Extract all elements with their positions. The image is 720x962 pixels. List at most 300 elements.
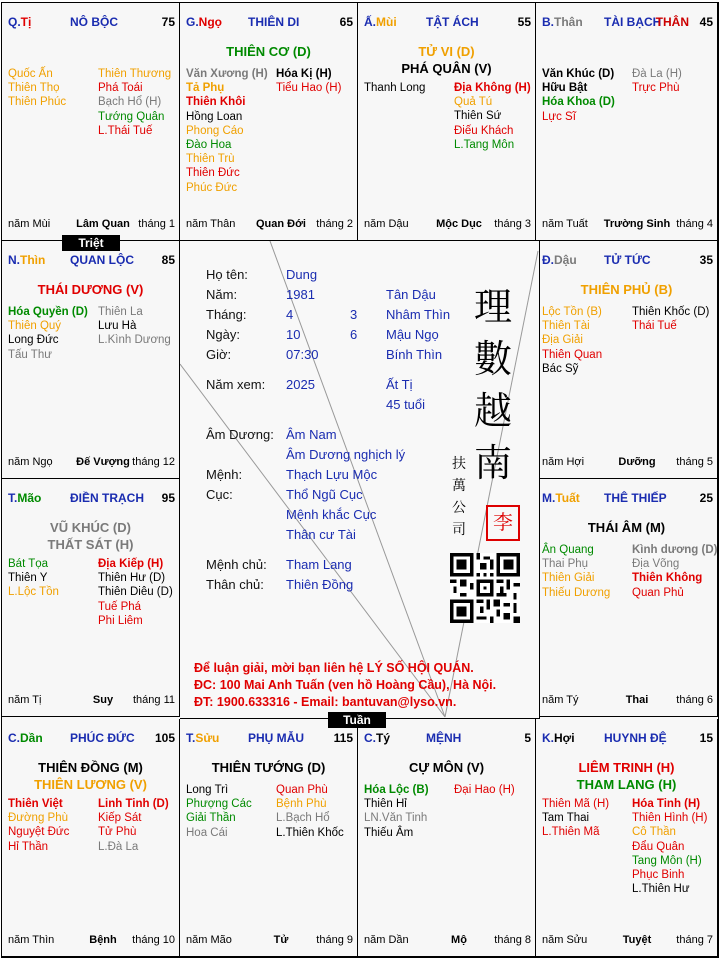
palace-stem: K.Hợi bbox=[542, 731, 575, 745]
major-stars bbox=[358, 759, 535, 776]
minor-star: Hồng Loan bbox=[186, 110, 243, 123]
palace-number: 25 bbox=[699, 491, 713, 505]
major-stars bbox=[180, 759, 357, 776]
palace-year: năm Mão bbox=[186, 934, 232, 946]
minor-star: Kình dương (D) bbox=[632, 544, 718, 556]
palace-name: HUYNH ĐỆ bbox=[604, 731, 667, 745]
palace-footer bbox=[542, 456, 713, 470]
minor-star: Hóa Khoa (D) bbox=[542, 96, 615, 109]
palace-name: THÊ THIẾP bbox=[604, 491, 667, 505]
minor-star: Long Trì bbox=[186, 784, 229, 796]
minor-star: Tiểu Hao (H) bbox=[276, 82, 342, 95]
minor-star: L.Lộc Tồn bbox=[8, 586, 59, 599]
palace-phase: Suy bbox=[92, 694, 114, 706]
palace-header bbox=[364, 731, 531, 747]
major-star: THIÊN PHỦ (B) bbox=[580, 282, 673, 297]
major-stars bbox=[2, 519, 179, 553]
palace-phase: Quan Đới bbox=[256, 218, 306, 230]
palace-month: tháng 1 bbox=[138, 218, 175, 230]
minor-star: Thiên Giải bbox=[542, 572, 595, 585]
hour-can: Bính Thìn bbox=[386, 347, 443, 362]
minor-stars-left bbox=[542, 305, 602, 376]
palace-name: THIÊN DI bbox=[248, 15, 300, 29]
minor-star: Thiên Việt bbox=[8, 798, 63, 810]
palace-header bbox=[8, 15, 175, 31]
palace-header bbox=[186, 15, 353, 31]
minor-stars-left bbox=[186, 783, 252, 840]
palace-phase: Bệnh bbox=[89, 934, 117, 946]
minor-star: Phong Cáo bbox=[186, 124, 244, 137]
minor-star: Thiên Diêu (D) bbox=[98, 586, 173, 599]
palace-number: 75 bbox=[161, 15, 175, 29]
minor-star: Đại Hao (H) bbox=[454, 784, 515, 796]
minor-star: Hỉ Thần bbox=[8, 840, 49, 853]
minor-star: Thiếu Dương bbox=[542, 586, 611, 599]
month-value: 4 bbox=[286, 307, 294, 322]
minor-star: L.Đà La bbox=[98, 840, 139, 853]
palace-branch: Tị bbox=[20, 15, 32, 29]
minor-star: Lưu Hà bbox=[98, 320, 137, 333]
minor-star: Linh Tinh (D) bbox=[98, 798, 169, 810]
palace-footer bbox=[542, 218, 713, 232]
minor-star: Cô Thần bbox=[632, 826, 676, 839]
palace-month: tháng 8 bbox=[494, 934, 531, 946]
contact-line-1: Để luận giải, mời bạn liên hệ LÝ SỐ HỘI QUÁN. bbox=[194, 661, 474, 675]
cuc-note: Mệnh khắc Cục bbox=[286, 507, 377, 522]
palace-phase: Thai bbox=[625, 694, 649, 706]
minor-star: Thiên Hình (H) bbox=[632, 812, 708, 825]
minor-stars-left bbox=[8, 305, 88, 362]
minor-star: Tang Môn (H) bbox=[632, 854, 702, 867]
horoscope-chart bbox=[1, 2, 719, 958]
palace-name: ĐIỀN TRẠCH bbox=[70, 491, 144, 505]
palace-number: 115 bbox=[333, 731, 353, 745]
minor-star: Thiên Mã (H) bbox=[542, 798, 610, 810]
palace-name: TẬT ÁCH bbox=[426, 15, 479, 29]
palace-phase: Lâm Quan bbox=[76, 218, 130, 230]
minor-star: Hóa Kị (H) bbox=[276, 68, 332, 80]
day-label: Ngày: bbox=[206, 327, 240, 342]
minor-star: L.Kình Dương bbox=[98, 334, 171, 347]
palace-footer bbox=[8, 218, 175, 232]
palace-name: PHỤ MẪU bbox=[248, 731, 304, 745]
palace-year: năm Thân bbox=[186, 218, 236, 230]
minor-star: Trực Phù bbox=[632, 82, 680, 95]
than-marker: THÂN bbox=[655, 15, 689, 29]
palace-branch: Thân bbox=[554, 15, 583, 29]
palace-name: TỬ TỨC bbox=[604, 253, 651, 267]
palace-month: tháng 5 bbox=[676, 456, 713, 468]
minor-stars-left bbox=[186, 67, 268, 195]
minor-star: Thiên Trù bbox=[186, 153, 235, 166]
major-stars bbox=[536, 519, 717, 536]
minor-star: Thiên Phúc bbox=[8, 96, 67, 109]
calligraphy-char: 越 bbox=[473, 389, 512, 433]
minor-star: Bác Sỹ bbox=[542, 362, 579, 375]
palace-stem: C.Tý bbox=[364, 731, 391, 745]
minor-stars-right bbox=[276, 783, 344, 840]
month-label: Tháng: bbox=[206, 307, 247, 322]
minor-star: Thiên Hư (D) bbox=[98, 572, 166, 585]
amduong-value: Âm Nam bbox=[286, 427, 337, 442]
minor-stars-right bbox=[454, 783, 515, 797]
amduong-label: Âm Dương: bbox=[206, 427, 274, 442]
calligraphy-side-char: 公 bbox=[452, 500, 466, 516]
major-stars bbox=[536, 759, 717, 793]
palace-tuat[interactable] bbox=[536, 479, 718, 717]
minor-stars-left bbox=[8, 67, 66, 110]
palace-number: 35 bbox=[699, 253, 713, 267]
minor-star: Quả Tú bbox=[454, 96, 493, 109]
major-star: THIÊN CƠ (D) bbox=[226, 44, 311, 59]
palace-footer bbox=[542, 934, 713, 948]
palace-name: MỆNH bbox=[426, 731, 462, 745]
minor-stars-left bbox=[542, 543, 610, 600]
minor-stars-right bbox=[632, 67, 682, 95]
minor-stars-right bbox=[276, 67, 341, 95]
palace-year: năm Dậu bbox=[364, 218, 409, 230]
minor-star: Thiên Đức bbox=[186, 167, 240, 180]
palace-phase: Tuyệt bbox=[622, 934, 652, 946]
minor-star: Địa Võng bbox=[632, 558, 680, 571]
minor-star: Long Đức bbox=[8, 334, 59, 347]
viewyear-value: 2025 bbox=[286, 377, 315, 392]
palace-header bbox=[542, 253, 713, 269]
minor-star: Thiên Thọ bbox=[8, 82, 60, 95]
minor-star: Quan Phủ bbox=[632, 586, 684, 599]
palace-phase: Dưỡng bbox=[618, 456, 656, 468]
palace-header bbox=[542, 731, 713, 747]
year-label: Năm: bbox=[206, 287, 238, 302]
calligraphy-side-char: 扶 bbox=[452, 456, 466, 472]
minor-star: Hóa Tinh (H) bbox=[632, 798, 701, 810]
palace-ngo[interactable] bbox=[180, 3, 358, 241]
minor-stars-left bbox=[364, 81, 425, 95]
minor-star: Đà La (H) bbox=[632, 68, 682, 80]
palace-number: 45 bbox=[699, 15, 713, 29]
major-star: THAM LANG (H) bbox=[576, 777, 677, 792]
palace-phase: Tử bbox=[273, 934, 289, 946]
palace-year: năm Tuất bbox=[542, 218, 588, 230]
minor-star: Tấu Thư bbox=[8, 348, 52, 361]
minor-star: Lộc Tồn (B) bbox=[542, 306, 602, 318]
thanchu-label: Thân chủ: bbox=[206, 577, 264, 592]
palace-branch: Dần bbox=[20, 731, 43, 745]
minor-star: L.Bạch Hổ bbox=[276, 812, 330, 825]
palace-year: năm Hợi bbox=[542, 456, 585, 468]
calligraphy-side-char: 萬 bbox=[452, 478, 466, 494]
palace-month: tháng 10 bbox=[132, 934, 175, 946]
palace-footer bbox=[542, 694, 713, 708]
year-value: 1981 bbox=[286, 287, 315, 302]
palace-name: TÀI BẠCH bbox=[604, 15, 662, 29]
palace-branch: Mùi bbox=[376, 15, 397, 29]
palace-header bbox=[186, 731, 353, 747]
palace-month: tháng 11 bbox=[132, 694, 175, 706]
minor-star: Thiên Y bbox=[8, 572, 48, 585]
palace-month: tháng 12 bbox=[132, 456, 175, 468]
minor-star: L.Thiên Mã bbox=[542, 826, 600, 839]
palace-than[interactable] bbox=[536, 3, 718, 241]
calligraphy-logo bbox=[450, 281, 530, 551]
contact-address: ĐC: 100 Mai Anh Tuấn (ven hồ Hoàng Cầu), Hà Nội. bbox=[194, 678, 497, 692]
palace-month: tháng 3 bbox=[494, 218, 531, 230]
minor-star: Hóa Lộc (B) bbox=[364, 784, 429, 796]
minor-star: Kiếp Sát bbox=[98, 812, 142, 825]
minor-star: Bệnh Phù bbox=[276, 798, 327, 811]
minor-star: Thiếu Âm bbox=[364, 826, 414, 839]
menh-label: Mệnh: bbox=[206, 467, 243, 482]
palace-stem: G.Ngọ bbox=[186, 15, 222, 29]
calligraphy-side-char: 司 bbox=[452, 522, 466, 538]
qr-code[interactable] bbox=[450, 553, 520, 623]
minor-star: Thiên Tài bbox=[542, 320, 590, 333]
minor-star: Đẩu Quân bbox=[632, 840, 685, 853]
palace-month: tháng 2 bbox=[316, 218, 353, 230]
palace-ti[interactable] bbox=[2, 3, 180, 241]
minor-star: Phục Binh bbox=[632, 869, 685, 882]
month-lunar: 3 bbox=[350, 307, 358, 322]
palace-number: 65 bbox=[339, 15, 353, 29]
minor-star: Tướng Quân bbox=[98, 110, 165, 123]
palace-year: năm Thìn bbox=[8, 934, 55, 946]
palace-stem: T.Mão bbox=[8, 491, 42, 505]
minor-star: L.Tang Môn bbox=[454, 138, 515, 151]
name-value: Dung bbox=[286, 267, 318, 282]
palace-year: năm Tý bbox=[542, 694, 579, 706]
minor-star: Bát Tọa bbox=[8, 558, 49, 570]
palace-footer bbox=[364, 218, 531, 232]
minor-star: Hoa Cái bbox=[186, 826, 228, 839]
minor-star: Đào Hoa bbox=[186, 139, 232, 152]
minor-stars-left bbox=[8, 797, 69, 854]
minor-stars-left bbox=[364, 783, 429, 840]
calligraphy-char: 理 bbox=[473, 285, 512, 329]
major-star: THÁI DƯƠNG (V) bbox=[37, 282, 144, 297]
calligraphy-side bbox=[450, 453, 468, 541]
minor-star: Tam Thai bbox=[542, 812, 590, 825]
minor-star: Đường Phù bbox=[8, 812, 68, 825]
palace-month: tháng 4 bbox=[676, 218, 713, 230]
contact-phone-email[interactable]: ĐT: 1900.633316 - Email: bantuvan@lyso.vn. bbox=[194, 695, 457, 709]
palace-year: năm Sửu bbox=[542, 934, 588, 946]
thanchu-value: Thiên Đồng bbox=[286, 577, 354, 592]
minor-stars-right bbox=[98, 67, 171, 138]
hour-value: 07:30 bbox=[286, 347, 319, 362]
hour-label: Giờ: bbox=[206, 347, 232, 362]
palace-branch: Dậu bbox=[554, 253, 577, 267]
menhchu-label: Mệnh chủ: bbox=[206, 557, 267, 572]
day-can: Mậu Ngọ bbox=[386, 327, 439, 342]
seal-char: 李 bbox=[493, 510, 513, 534]
than-cu: Thân cư Tài bbox=[286, 527, 356, 542]
minor-star: Quan Phù bbox=[276, 784, 328, 796]
minor-stars-right bbox=[454, 81, 531, 152]
palace-header bbox=[8, 731, 175, 747]
minor-stars-right bbox=[632, 797, 707, 896]
palace-header bbox=[542, 491, 713, 507]
minor-star: Phượng Các bbox=[186, 798, 252, 811]
day-lunar: 6 bbox=[350, 327, 358, 342]
menh-value: Thạch Lựu Mộc bbox=[286, 467, 378, 482]
minor-star: Tử Phù bbox=[98, 826, 137, 839]
year-can: Tân Dậu bbox=[386, 287, 436, 302]
minor-star: L.Thiên Hư bbox=[632, 883, 690, 896]
palace-hoi[interactable] bbox=[536, 719, 718, 957]
major-star: VŨ KHÚC (D) bbox=[50, 520, 131, 535]
palace-year: năm Ngọ bbox=[8, 456, 53, 468]
palace-name: NÔ BỘC bbox=[70, 15, 118, 29]
major-star: CỰ MÔN (V) bbox=[408, 760, 485, 775]
minor-star: Phúc Đức bbox=[186, 181, 238, 194]
calligraphy-char: 南 bbox=[473, 441, 512, 485]
minor-stars-left bbox=[542, 67, 615, 124]
major-star: THẤT SÁT (H) bbox=[47, 537, 134, 552]
palace-branch: Sửu bbox=[195, 731, 220, 745]
minor-star: Quốc Ấn bbox=[8, 68, 53, 80]
minor-star: Thanh Long bbox=[364, 82, 426, 94]
palace-branch: Tý bbox=[376, 731, 391, 745]
palace-phase: Đế Vượng bbox=[76, 456, 130, 468]
palace-header bbox=[8, 491, 175, 507]
major-stars bbox=[2, 759, 179, 793]
age-value: 45 tuổi bbox=[386, 397, 426, 412]
minor-star: Thái Tuế bbox=[632, 320, 677, 333]
palace-header bbox=[542, 15, 713, 31]
calligraphy-main bbox=[470, 281, 516, 489]
cuc-label: Cục: bbox=[206, 487, 233, 502]
palace-dau[interactable] bbox=[536, 241, 718, 479]
month-can: Nhâm Thìn bbox=[386, 307, 451, 322]
palace-stem: N.Thìn bbox=[8, 253, 46, 267]
palace-month: tháng 6 bbox=[676, 694, 713, 706]
palace-name: QUAN LỘC bbox=[70, 253, 134, 267]
minor-star: Địa Giải bbox=[542, 334, 583, 347]
minor-star: Bạch Hổ (H) bbox=[98, 96, 162, 109]
minor-star: Hữu Bật bbox=[542, 82, 588, 95]
palace-stem: M.Tuất bbox=[542, 491, 580, 505]
palace-branch: Thìn bbox=[20, 253, 46, 267]
palace-number: 105 bbox=[154, 731, 175, 745]
palace-thin[interactable] bbox=[2, 241, 180, 479]
calligraphy-char: 數 bbox=[473, 337, 512, 381]
major-star: PHÁ QUÂN (V) bbox=[401, 61, 492, 76]
major-star: THIÊN ĐỒNG (M) bbox=[38, 760, 143, 775]
palace-number: 95 bbox=[161, 491, 175, 505]
palace-stem: Đ.Dậu bbox=[542, 253, 577, 267]
cuc-value: Thổ Ngũ Cục bbox=[286, 487, 363, 502]
minor-star: Thiên Không bbox=[632, 572, 703, 585]
palace-footer bbox=[364, 934, 531, 948]
minor-stars-right bbox=[98, 305, 171, 348]
minor-star: Thiên Thương bbox=[98, 68, 172, 80]
viewyear-label: Năm xem: bbox=[206, 377, 266, 392]
palace-year: năm Dần bbox=[364, 934, 409, 946]
minor-star: Thiên La bbox=[98, 306, 143, 318]
palace-year: năm Tị bbox=[8, 694, 42, 706]
palace-footer bbox=[8, 456, 175, 470]
palace-phase: Mộc Dục bbox=[436, 218, 482, 230]
minor-star: Thiên Khôi bbox=[186, 96, 246, 109]
minor-stars-right bbox=[98, 797, 169, 854]
palace-year: năm Mùi bbox=[8, 218, 51, 230]
minor-star: Tuế Phá bbox=[98, 600, 142, 613]
menhchu-value: Tham Lang bbox=[286, 557, 352, 572]
minor-star: Địa Kiếp (H) bbox=[98, 558, 164, 570]
palace-header bbox=[8, 253, 175, 269]
palace-footer bbox=[186, 218, 353, 232]
minor-stars-right bbox=[632, 543, 717, 600]
palace-header bbox=[364, 15, 531, 31]
palace-phase: Trường Sinh bbox=[603, 218, 671, 230]
red-seal bbox=[486, 505, 520, 541]
minor-star: Hóa Quyền (D) bbox=[8, 306, 88, 318]
major-star: THIÊN LƯƠNG (V) bbox=[34, 777, 147, 792]
minor-star: L.Thái Tuế bbox=[98, 124, 153, 137]
minor-stars-right bbox=[632, 305, 709, 333]
palace-footer bbox=[186, 934, 353, 948]
palace-month: tháng 7 bbox=[676, 934, 713, 946]
minor-stars-left bbox=[8, 557, 59, 600]
day-value: 10 bbox=[286, 327, 301, 342]
major-star: THIÊN TƯỚNG (D) bbox=[211, 760, 326, 775]
palace-suu[interactable] bbox=[180, 719, 358, 957]
palace-month: tháng 9 bbox=[316, 934, 353, 946]
major-star: LIÊM TRINH (H) bbox=[578, 760, 675, 775]
major-stars bbox=[358, 43, 535, 77]
minor-star: Thiên Quan bbox=[542, 348, 603, 361]
palace-stem: Ấ.Mùi bbox=[364, 15, 397, 29]
palace-number: 55 bbox=[517, 15, 531, 29]
name-label: Họ tên: bbox=[206, 267, 248, 282]
minor-star: Thiên Quý bbox=[8, 320, 62, 333]
minor-star: Lực Sĩ bbox=[542, 110, 576, 123]
palace-stem: T.Sửu bbox=[186, 731, 220, 745]
palace-stem: B.Thân bbox=[542, 15, 583, 29]
minor-star: L.Thiên Khốc bbox=[276, 826, 344, 839]
palace-mui[interactable] bbox=[358, 3, 536, 241]
palace-branch: Mão bbox=[17, 491, 42, 505]
minor-star: Văn Khúc (D) bbox=[542, 68, 615, 80]
minor-star: Phi Liêm bbox=[98, 614, 143, 627]
center-info-panel bbox=[180, 241, 540, 719]
major-stars bbox=[536, 281, 717, 298]
minor-star: LN.Văn Tinh bbox=[364, 812, 428, 825]
minor-star: Tả Phụ bbox=[186, 82, 225, 95]
major-stars bbox=[2, 281, 179, 298]
minor-star: Nguyệt Đức bbox=[8, 826, 70, 839]
major-star: THÁI ÂM (M) bbox=[587, 520, 666, 535]
major-star: TỬ VI (D) bbox=[418, 44, 475, 59]
minor-star: Ân Quang bbox=[542, 544, 594, 556]
minor-star: Địa Không (H) bbox=[454, 82, 531, 94]
minor-stars-right bbox=[98, 557, 173, 628]
minor-star: Thai Phụ bbox=[542, 558, 589, 571]
palace-stem: Q.Tị bbox=[8, 15, 32, 29]
palace-stem: C.Dần bbox=[8, 731, 43, 745]
minor-star: Phá Toái bbox=[98, 82, 143, 95]
palace-branch: Tuất bbox=[555, 491, 580, 505]
triet-marker: Triệt bbox=[62, 235, 120, 251]
minor-star: Giải Thần bbox=[186, 812, 236, 825]
palace-number: 5 bbox=[524, 731, 531, 745]
tuan-marker: Tuần bbox=[328, 712, 386, 728]
palace-mao[interactable] bbox=[2, 479, 180, 717]
palace-ty[interactable] bbox=[358, 719, 536, 957]
palace-dan[interactable] bbox=[2, 719, 180, 957]
palace-footer bbox=[8, 694, 175, 708]
minor-star: Điếu Khách bbox=[454, 124, 514, 137]
